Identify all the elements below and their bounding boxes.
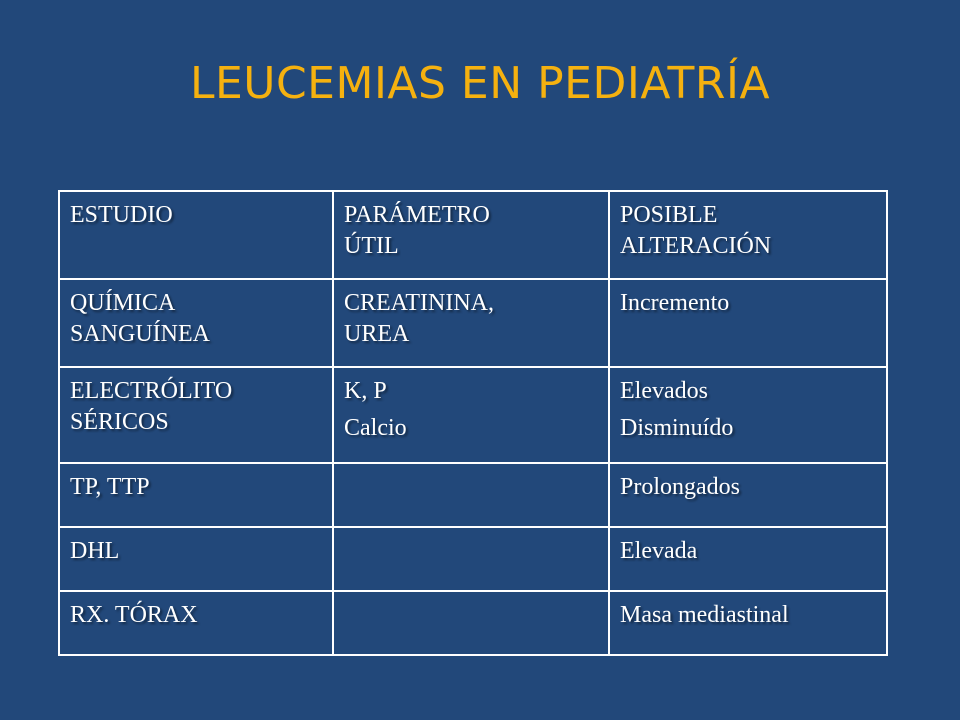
cell-text: Calcio bbox=[344, 415, 407, 441]
cell-parametro bbox=[333, 591, 609, 655]
cell-text: RX. TÓRAX bbox=[70, 602, 198, 628]
header-estudio bbox=[59, 191, 333, 279]
cell-alteracion bbox=[609, 527, 887, 591]
cell-text: K, P bbox=[344, 378, 387, 404]
cell-estudio bbox=[59, 279, 333, 367]
header-text: ESTUDIO bbox=[70, 202, 173, 228]
cell-estudio bbox=[59, 463, 333, 527]
header-text: ALTERACIÓN bbox=[620, 233, 772, 259]
cell-text: Elevados bbox=[620, 378, 708, 404]
cell-text: Prolongados bbox=[620, 474, 740, 500]
cell-text: DHL bbox=[70, 538, 120, 564]
cell-estudio bbox=[59, 527, 333, 591]
cell-estudio bbox=[59, 367, 333, 463]
header-text: PARÁMETRO bbox=[344, 202, 490, 228]
table-row bbox=[59, 367, 887, 463]
cell-text: SÉRICOS bbox=[70, 409, 169, 435]
cell-parametro bbox=[333, 527, 609, 591]
cell-text: QUÍMICA bbox=[70, 290, 176, 316]
cell-alteracion bbox=[609, 591, 887, 655]
cell-text: UREA bbox=[344, 321, 410, 347]
cell-text: Disminuído bbox=[620, 415, 734, 441]
table-row bbox=[59, 527, 887, 591]
header-alteracion bbox=[609, 191, 887, 279]
cell-alteracion bbox=[609, 463, 887, 527]
cell-parametro bbox=[333, 279, 609, 367]
cell-text: ELECTRÓLITO bbox=[70, 378, 233, 404]
header-text: POSIBLE bbox=[620, 202, 718, 228]
cell-text: SANGUÍNEA bbox=[70, 321, 210, 347]
table-header-row bbox=[59, 191, 887, 279]
table-row bbox=[59, 279, 887, 367]
slide-title: LEUCEMIAS EN PEDIATRÍA bbox=[189, 58, 771, 109]
cell-text: Incremento bbox=[620, 290, 730, 316]
cell-text: CREATININA, bbox=[344, 290, 494, 316]
cell-alteracion bbox=[609, 279, 887, 367]
header-parametro bbox=[333, 191, 609, 279]
cell-text: Masa mediastinal bbox=[620, 602, 789, 628]
cell-alteracion bbox=[609, 367, 887, 463]
cell-parametro bbox=[333, 367, 609, 463]
table-row bbox=[59, 463, 887, 527]
cell-text: Elevada bbox=[620, 538, 698, 564]
table-row bbox=[59, 591, 887, 655]
cell-estudio bbox=[59, 591, 333, 655]
header-text: ÚTIL bbox=[344, 233, 399, 259]
cell-text: TP, TTP bbox=[70, 474, 150, 500]
cell-parametro bbox=[333, 463, 609, 527]
lab-studies-table bbox=[58, 190, 888, 656]
